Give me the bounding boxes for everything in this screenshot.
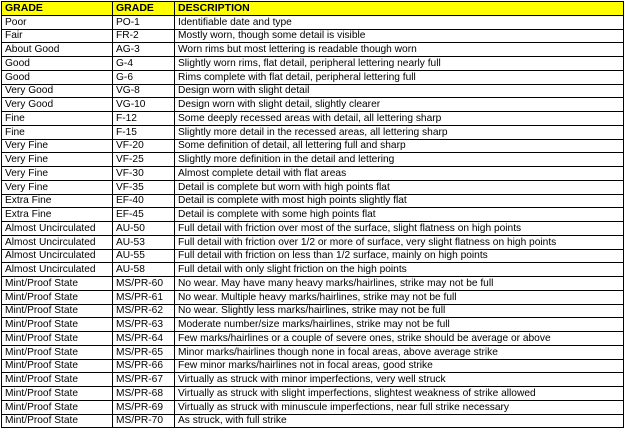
table-row	[2, 84, 624, 98]
grade-name-cell: Mint/Proof State	[2, 414, 113, 428]
grade-name-cell: Extra Fine	[2, 208, 113, 222]
table-row	[2, 222, 624, 236]
description-cell: No wear. May have many heavy marks/hairlines, strike may not be full	[175, 277, 624, 291]
table-row	[2, 208, 624, 222]
table-row	[2, 153, 624, 167]
table-row	[2, 125, 624, 139]
table-row	[2, 57, 624, 71]
grade-name-cell: Mint/Proof State	[2, 332, 113, 346]
grade-name-cell: Almost Uncirculated	[2, 235, 113, 249]
grade-code-cell: MS/PR-60	[113, 277, 175, 291]
description-cell: Slightly more detail in the recessed areas, all lettering sharp	[175, 125, 624, 139]
table-row	[2, 139, 624, 153]
description-cell: Full detail with only slight friction on the high points	[175, 263, 624, 277]
table-row	[2, 29, 624, 43]
grade-code-cell: VF-25	[113, 153, 175, 167]
table-row	[2, 373, 624, 387]
description-cell: Detail is complete but worn with high points flat	[175, 180, 624, 194]
table-body	[2, 15, 624, 428]
table-row	[2, 194, 624, 208]
table-row	[2, 180, 624, 194]
grade-code-cell: MS/PR-70	[113, 414, 175, 428]
description-cell: Rims complete with flat detail, peripheral lettering full	[175, 70, 624, 84]
grade-name-cell: Mint/Proof State	[2, 400, 113, 414]
description-cell: Detail is complete with most high points slightly flat	[175, 194, 624, 208]
grade-code-cell: MS/PR-65	[113, 345, 175, 359]
grade-name-cell: Very Fine	[2, 139, 113, 153]
grade-code-cell: AU-50	[113, 222, 175, 236]
grade-name-cell: Fine	[2, 125, 113, 139]
grade-name-cell: Poor	[2, 15, 113, 29]
description-cell: Full detail with friction over most of the surface, slight flatness on high points	[175, 222, 624, 236]
grade-name-cell: Mint/Proof State	[2, 359, 113, 373]
description-cell: Virtually as struck with minuscule imperfections, near full strike necessary	[175, 400, 624, 414]
table-row	[2, 98, 624, 112]
grade-code-cell: MS/PR-68	[113, 387, 175, 401]
grade-code-cell: MS/PR-69	[113, 400, 175, 414]
grade-name-cell: Almost Uncirculated	[2, 263, 113, 277]
header-grade-code: GRADE	[113, 2, 175, 16]
table-row	[2, 332, 624, 346]
description-cell: Full detail with friction on less than 1/2 surface, mainly on high points	[175, 249, 624, 263]
grade-name-cell: About Good	[2, 43, 113, 57]
description-cell: No wear. Slightly less marks/hairlines, strike may not be full	[175, 304, 624, 318]
description-cell: Virtually as struck with slight imperfections, slightest weakness of strike allowed	[175, 387, 624, 401]
header-grade-name: GRADE	[2, 2, 113, 16]
grade-name-cell: Mint/Proof State	[2, 277, 113, 291]
grade-code-cell: AG-3	[113, 43, 175, 57]
grade-name-cell: Very Fine	[2, 180, 113, 194]
grade-name-cell: Mint/Proof State	[2, 345, 113, 359]
table-row	[2, 15, 624, 29]
description-cell: Some definition of detail, all lettering full and sharp	[175, 139, 624, 153]
description-cell: Few minor marks/hairlines not in focal areas, good strike	[175, 359, 624, 373]
description-cell: Identifiable date and type	[175, 15, 624, 29]
grade-name-cell: Very Fine	[2, 153, 113, 167]
grade-name-cell: Good	[2, 70, 113, 84]
table-row	[2, 277, 624, 291]
grade-code-cell: EF-45	[113, 208, 175, 222]
grade-code-cell: MS/PR-64	[113, 332, 175, 346]
grade-name-cell: Fine	[2, 112, 113, 126]
grade-code-cell: MS/PR-66	[113, 359, 175, 373]
table-row	[2, 400, 624, 414]
grade-code-cell: VF-30	[113, 167, 175, 181]
grade-code-cell: F-15	[113, 125, 175, 139]
table-row	[2, 43, 624, 57]
table-row	[2, 70, 624, 84]
description-cell: Moderate number/size marks/hairlines, strike may not be full	[175, 318, 624, 332]
description-cell: Design worn with slight detail, slightly clearer	[175, 98, 624, 112]
description-cell: No wear. Multiple heavy marks/hairlines, strike may not be full	[175, 290, 624, 304]
grade-code-cell: PO-1	[113, 15, 175, 29]
description-cell: Few marks/hairlines or a couple of severe ones, strike should be average or above	[175, 332, 624, 346]
grade-name-cell: Very Good	[2, 98, 113, 112]
grade-code-cell: AU-58	[113, 263, 175, 277]
grade-name-cell: Mint/Proof State	[2, 318, 113, 332]
grade-code-cell: F-12	[113, 112, 175, 126]
table-row	[2, 167, 624, 181]
description-cell: Design worn with slight detail	[175, 84, 624, 98]
grade-code-cell: AU-53	[113, 235, 175, 249]
description-cell: Slightly worn rims, flat detail, peripheral lettering nearly full	[175, 57, 624, 71]
description-cell: Minor marks/hairlines though none in focal areas, above average strike	[175, 345, 624, 359]
table-row	[2, 345, 624, 359]
grade-code-cell: G-6	[113, 70, 175, 84]
table-row	[2, 387, 624, 401]
grade-code-cell: AU-55	[113, 249, 175, 263]
grade-name-cell: Almost Uncirculated	[2, 222, 113, 236]
description-cell: Worn rims but most lettering is readable though worn	[175, 43, 624, 57]
grade-name-cell: Mint/Proof State	[2, 304, 113, 318]
description-cell: Virtually as struck with minor imperfections, very well struck	[175, 373, 624, 387]
description-cell: Full detail with friction over 1/2 or more of surface, very slight flatness on high points	[175, 235, 624, 249]
coin-grading-table	[1, 1, 624, 428]
table-row	[2, 414, 624, 428]
grade-code-cell: VG-8	[113, 84, 175, 98]
grade-name-cell: Mint/Proof State	[2, 290, 113, 304]
grade-code-cell: VF-20	[113, 139, 175, 153]
header-description: DESCRIPTION	[175, 2, 624, 16]
header-row	[2, 2, 624, 16]
description-cell: As struck, with full strike	[175, 414, 624, 428]
table-row	[2, 318, 624, 332]
grade-name-cell: Fair	[2, 29, 113, 43]
description-cell: Some deeply recessed areas with detail, all lettering sharp	[175, 112, 624, 126]
grade-code-cell: MS/PR-61	[113, 290, 175, 304]
grade-name-cell: Very Fine	[2, 167, 113, 181]
grade-name-cell: Almost Uncirculated	[2, 249, 113, 263]
grade-code-cell: FR-2	[113, 29, 175, 43]
grade-name-cell: Good	[2, 57, 113, 71]
table-row	[2, 304, 624, 318]
description-cell: Mostly worn, though some detail is visible	[175, 29, 624, 43]
table-row	[2, 235, 624, 249]
description-cell: Almost complete detail with flat areas	[175, 167, 624, 181]
grade-code-cell: VF-35	[113, 180, 175, 194]
grade-code-cell: VG-10	[113, 98, 175, 112]
grade-code-cell: G-4	[113, 57, 175, 71]
grade-code-cell: MS/PR-67	[113, 373, 175, 387]
table-row	[2, 359, 624, 373]
table-row	[2, 263, 624, 277]
grade-code-cell: MS/PR-62	[113, 304, 175, 318]
table-row	[2, 249, 624, 263]
grade-code-cell: EF-40	[113, 194, 175, 208]
description-cell: Detail is complete with some high points flat	[175, 208, 624, 222]
table-row	[2, 112, 624, 126]
grade-code-cell: MS/PR-63	[113, 318, 175, 332]
table-row	[2, 290, 624, 304]
grade-name-cell: Mint/Proof State	[2, 373, 113, 387]
grade-name-cell: Mint/Proof State	[2, 387, 113, 401]
description-cell: Slightly more definition in the detail and lettering	[175, 153, 624, 167]
grade-name-cell: Very Good	[2, 84, 113, 98]
grade-name-cell: Extra Fine	[2, 194, 113, 208]
